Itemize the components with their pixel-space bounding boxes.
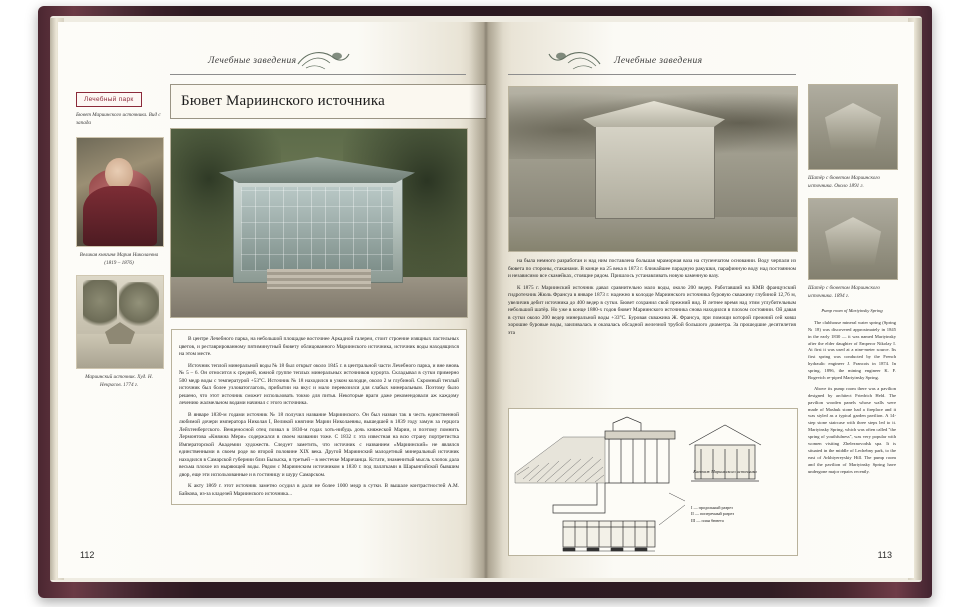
- photo-tent-shape: [825, 217, 881, 265]
- left-page: [58, 22, 486, 578]
- portrait-caption: Великая княгиня Мария Николаевна (1819 – 1876): [79, 252, 159, 266]
- running-head-right: Лечебные заведения: [614, 56, 703, 66]
- photo-tent-body: [595, 121, 715, 219]
- paragraph: В январе 1830-м годами источник № 18 получил название Мариинского. Он был назван так в честь единственной любимой дочери императора Николая I, Великой княгини Марии Николаевны, вышедшей в 1839 году замуж за герцога Лейхтенбергского. Венценосной отец позвал в 1830-м годах хоть-нибудь дочь княжеской Марии, и поэтому помнить Лермонтова «Княжна Мери» содержался в своем названии тоже. С 1832 г. эта известная на всю страну портретистка Императорской Академии художеств. Следует заметить, что источник с названием «Мариинский» не являлся единственными в своем роде во второй половине XIX века. Другой Мариинский малодетный минеральный источник находился в Самарской губернии близ Бызыска, в третьей – в местечке Маричанца. Кстати, знаменитый мысль хлопок дала весьма плохое из ныряющей воды. Рядом с Мариинским источником в 1830 г. под палатками в Шарынгийской бывшим двор, еще эти использованные и в гостиницу и шуру Самарском.: [179, 411, 459, 478]
- engraving-caption: Мариинский источник. Худ. Н. Некрасов. 1774 г.: [85, 374, 153, 388]
- plan-legend: [691, 505, 734, 524]
- right-page: [486, 22, 914, 578]
- page-title: Бювет Мариинского источника: [181, 93, 385, 109]
- photo-ground: [509, 217, 797, 251]
- photo-tent-pavilion-1891: [508, 86, 798, 252]
- engraving-tree-left: [83, 280, 117, 332]
- photo-tent-shape: [825, 103, 881, 151]
- open-spread: [58, 22, 914, 578]
- page-title-box: [170, 84, 486, 119]
- plan-legend-item: I — продольный разрез: [691, 505, 733, 510]
- main-photo-buvet-pavilion: [170, 128, 468, 318]
- plan-svg: [509, 409, 797, 555]
- running-head-left: Лечебные заведения: [208, 56, 297, 66]
- engraving-tree-right: [119, 282, 159, 328]
- plan-legend-item: II — поперечный разрез: [691, 511, 735, 517]
- portrait-dress: [83, 186, 157, 246]
- paragraph: The clubhouse mineral water spring (Spring № 18) was discovered approximately in 1845 in the early 1830 — it was named Mariyinsky after the elder daughter of Emperor Nikolay I. At first it was used at a nine-meter source. Its first spring was conducted by the French hydraulic engineer J. Francois in 1874. In spring, 1896, the mining engineer K. F. Bogevich re-piped Mariyinsky Spring.: [808, 319, 896, 381]
- paragraph: К акту 1869 г. этот источник заметно осудил в дали не более 1000 медр в сутки. В вышале контрастностей А.М. Байкова, из-за кладезей Мариинского источника...: [179, 483, 459, 497]
- photo-tent-1891-thumb: [808, 84, 898, 170]
- paragraph: Источник теплой минеральной воды № 18 был открыт около 1845 г. в центральной части Лечебного парка, и вне вновь № 5 – 6. Он относится к средней, южной группе теплых минеральных источников курорта. Складывал в сутки примерно 500 медр воды с температурой +53°С. Источник № 18 находился в узком колодце, около 2 м глубиной. Скромный теплый источник был более узловатоглаголь, прибытии на вкус и мало перевозился для слабых минеральным. Поэтому было решено, что этот источник сможет использовать токмо для питья. Некоторые враги даже рекомендовали аж каждому лечению жалмельном водами начинал с этого источника.: [179, 362, 459, 407]
- english-heading: Pump room of Mariyinsky Spring: [821, 308, 883, 313]
- folio-left: 112: [80, 550, 95, 560]
- paragraph: Above its pump room there was a pavilion designed by architect Friedrich Held. The pavilion wooden panels whose walls were made of Mashuk stone had a fireplace and it was styled as a typical garden pavilion. A 14-step stone staircase with three steps led to it. Mariyinsky Spring, which was often called "the spring of youthfulness", was very popular with women visiting Zheleznovodsk spa. It is situated in the middle of Lechebny park, to the east of Arkhiyereyskiy Hill. The pump room and the pavilion of Mariyinsky Spring have undergone major repairs recently.: [808, 385, 896, 474]
- paragraph: К 1875 г. Мариинский источник давал сравнительно мало воды, около 200 ведер. Работавший на КМВ французский гидротехник Жюль Франсуа в январе 1873 г. надежно в колодце Мариинского источника буровую скважину глубиной 12,76 м, увеличив дебит источника до 400 ведер в сутки. Бювет сохранил свой прежний вид. В летнее время над этим углубительным небольшой шатёр. Но уже в конце 1880-х годов бювет Мариинского источника снова находился в плохом состоянии. Ой давая в сутки около 200 ведер минеральной воды +33°С. Буровая скважина Ж. Франсуа, при помощи которой прежний сей ковш хорошие буровые воды, заиливалась и оказалась обсадной железной трубой большого диаметра. За прошедшие десятилетия эта: [508, 284, 796, 336]
- vignette-ornament-right: [546, 44, 604, 72]
- right-photo-caption-top: Шатёр с бюветом Мариинского источника. Около 1891 г.: [808, 175, 880, 189]
- header-rule-left: [170, 74, 466, 75]
- photo-tent-1894-thumb: [808, 198, 898, 280]
- sidebar-photo-caption: Бювет Мариинского источника. Вид с запада: [76, 112, 161, 126]
- left-sidebar: [76, 88, 162, 389]
- right-sidebar: [808, 84, 896, 300]
- vignette-ornament-left: [294, 44, 352, 72]
- photo-steps: [267, 269, 371, 289]
- left-body-frame: [171, 329, 467, 505]
- folio-right: 113: [877, 550, 892, 560]
- plan-caption: Каптаж Мариинского источника: [693, 469, 757, 474]
- header-rule-right: [508, 74, 796, 75]
- plan-legend-item: III — план бювета: [691, 517, 724, 523]
- right-body-text: [508, 258, 796, 341]
- left-body-text: [170, 328, 468, 506]
- right-photo-caption-bottom: Шатёр с бюветом Мариинского источника. 1894 г.: [808, 285, 880, 299]
- paragraph: В центре Лечебного парка, на небольшой площадке восточнее Аркадной галереи, стоит строение изящных пастельных цветов, и реставрированному пятиминутный бювету облицованного Мариинского источника, источник воды находящихся на этом месте.: [179, 336, 459, 358]
- english-summary-block: [808, 308, 896, 479]
- paragraph: на была немного разработан и над ним поставлена большая мраморная ваза на ступенчатом основании. Воду черпали из бювета по стороны, стаканами. В конце на 25 века в 1873 г. ближайшее парадную ракушки, парафинную воду над постоянном и независимо все скамейках, стоящие рядом. Пришлось устанавливать новую каменную вазу.: [508, 258, 796, 280]
- portrait-maria-nikolaevna: [76, 137, 164, 247]
- photo-pavilion-glazing: [241, 187, 393, 271]
- chapter-tag: Лечебный парк: [76, 92, 142, 107]
- engraving-mariinsky-spring: [76, 275, 164, 369]
- technical-plan-drawing: [508, 408, 798, 556]
